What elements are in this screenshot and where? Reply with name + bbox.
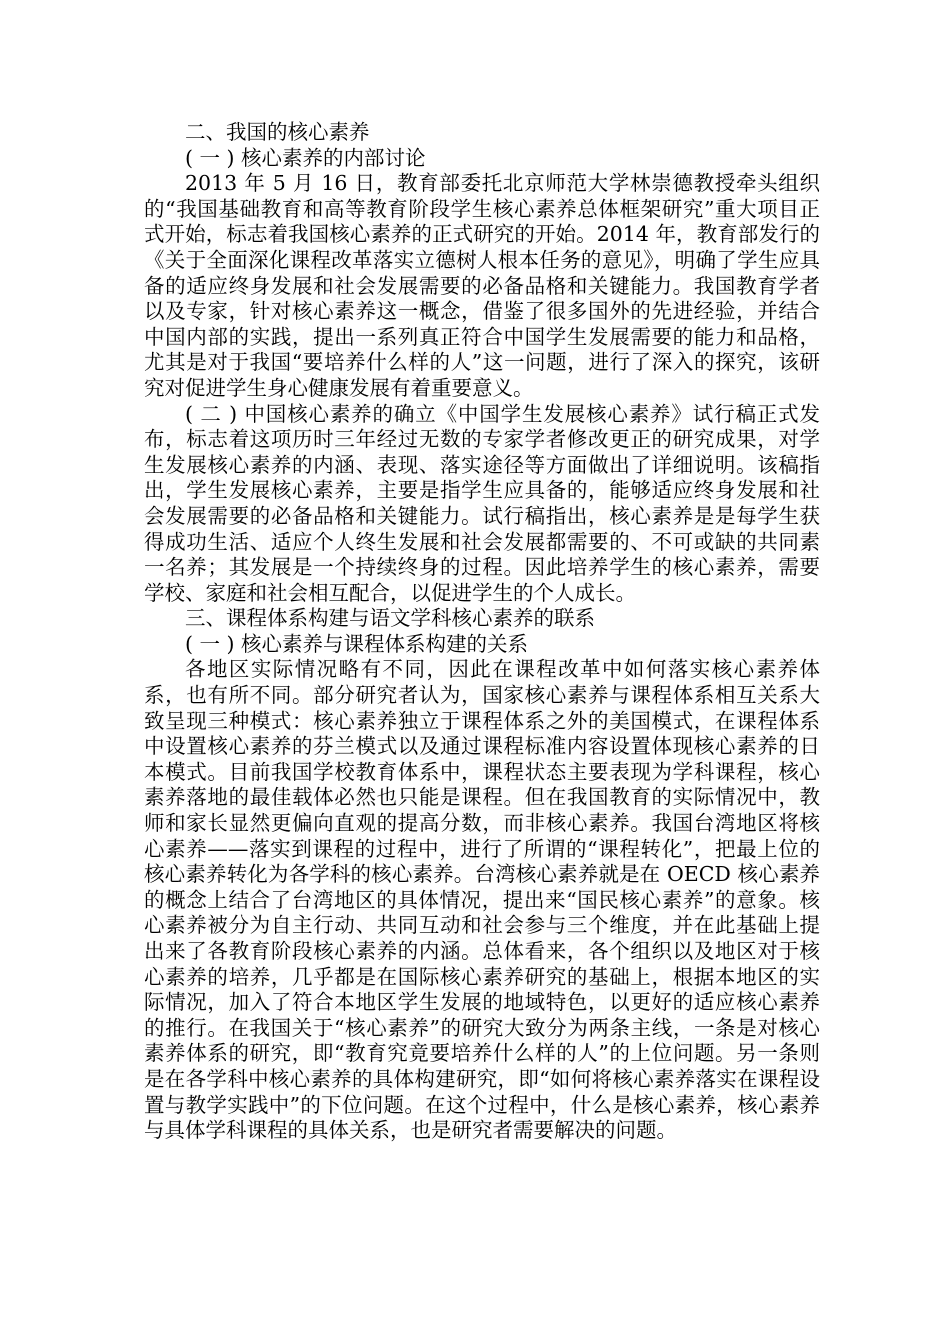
paragraph-establishment: ( 二 ) 中国核心素养的确立《中国学生发展核心素养》试行稿正式发布，标志着这项历时三年经过无数的专家学者修改更正的研究成果，对学生发展核心素养的内涵、表现、落实途径等方面做出了详细说明。该稿指出，学生发展核心素养，主要是指学生应具备的，能够适应终身发展和社会发展需要的必备品格和关键能力。试行稿指出，核心素养是是每学生获得成功生活、适应个人终生发展和社会发展都需要的、不可或缺的共同素一名养；其发展是一个持续终身的过程。因此培养学生的核心素养，需要学校、家庭和社会相互配合，以促进学生的个人成长。 xyxy=(144,401,820,605)
section-heading-3: 三、课程体系构建与语文学科核心素养的联系 xyxy=(185,606,595,631)
subsection-heading-2-1: ( 一 ) 核心素养的内部讨论 xyxy=(185,145,426,170)
subsection-heading-3-1: ( 一 ) 核心素养与课程体系构建的关系 xyxy=(185,631,529,656)
paragraph-curriculum-relation: 各地区实际情况略有不同，因此在课程改革中如何落实核心素养体系，也有所不同。部分研究者认为，国家核心素养与课程体系相互关系大致呈现三种模式：核心素养独立于课程体系之外的美国模式，在课程体系中设置核心素养的芬兰模式以及通过课程标准内容设置体现核心素养的日本模式。目前我国学校教育体系中，课程状态主要表现为学科课程，核心素养落地的最佳载体必然也只能是课程。但在我国教育的实际情况中，教师和家长显然更偏向直观的提高分数，而非核心素养。我国台湾地区将核心素养——落实到课程的过程中，进行了所谓的“课程转化”，把最上位的核心素养转化为各学科的核心素养。台湾核心素养就是在 OECD 核心素养的概念上结合了台湾地区的具体情况，提出来“国民核心素养”的意象。核心素养被分为自主行动、共同互动和社会参与三个维度，并在此基础上提出来了各教育阶段核心素养的内涵。总体看来，各个组织以及地区对于核心素养的培养，几乎都是在国际核心素养研究的基础上，根据本地区的实际情况，加入了符合本地区学生发展的地域特色，以更好的适应核心素养的推行。在我国关于“核心素养”的研究大致分为两条主线，一条是对核心素养体系的研究，即“教育究竟要培养什么样的人”的上位问题。另一条则是在各学科中核心素养的具体构建研究，即“如何将核心素养落实在课程设置与教学实践中”的下位问题。在这个过程中，什么是核心素养，核心素养与具体学科课程的具体关系，也是研究者需要解决的问题。 xyxy=(144,657,820,1143)
document-body xyxy=(144,120,820,1144)
section-heading-2: 二、我国的核心素养 xyxy=(185,120,370,144)
paragraph-internal-discussion: 2013 年 5 月 16 日，教育部委托北京师范大学林崇德教授牵头组织的“我国基础教育和高等教育阶段学生核心素养总体框架研究”重大项目正式开始，标志着我国核心素养的正式研究的开始。2014 年，教育部发行的《关于全面深化课程改革落实立德树人根本任务的意见》，明确了学生应具备的适应终身发展和社会发展需要的必备品格和关键能力。我国教育学者以及专家，针对核心素养这一概念，借鉴了很多国外的先进经验，并结合中国内部的实践，提出一系列真正符合中国学生发展需要的能力和品格，尤其是对于我国“要培养什么样的人”这一问题，进行了深入的探究，该研究对促进学生身心健康发展有着重要意义。 xyxy=(144,171,820,400)
